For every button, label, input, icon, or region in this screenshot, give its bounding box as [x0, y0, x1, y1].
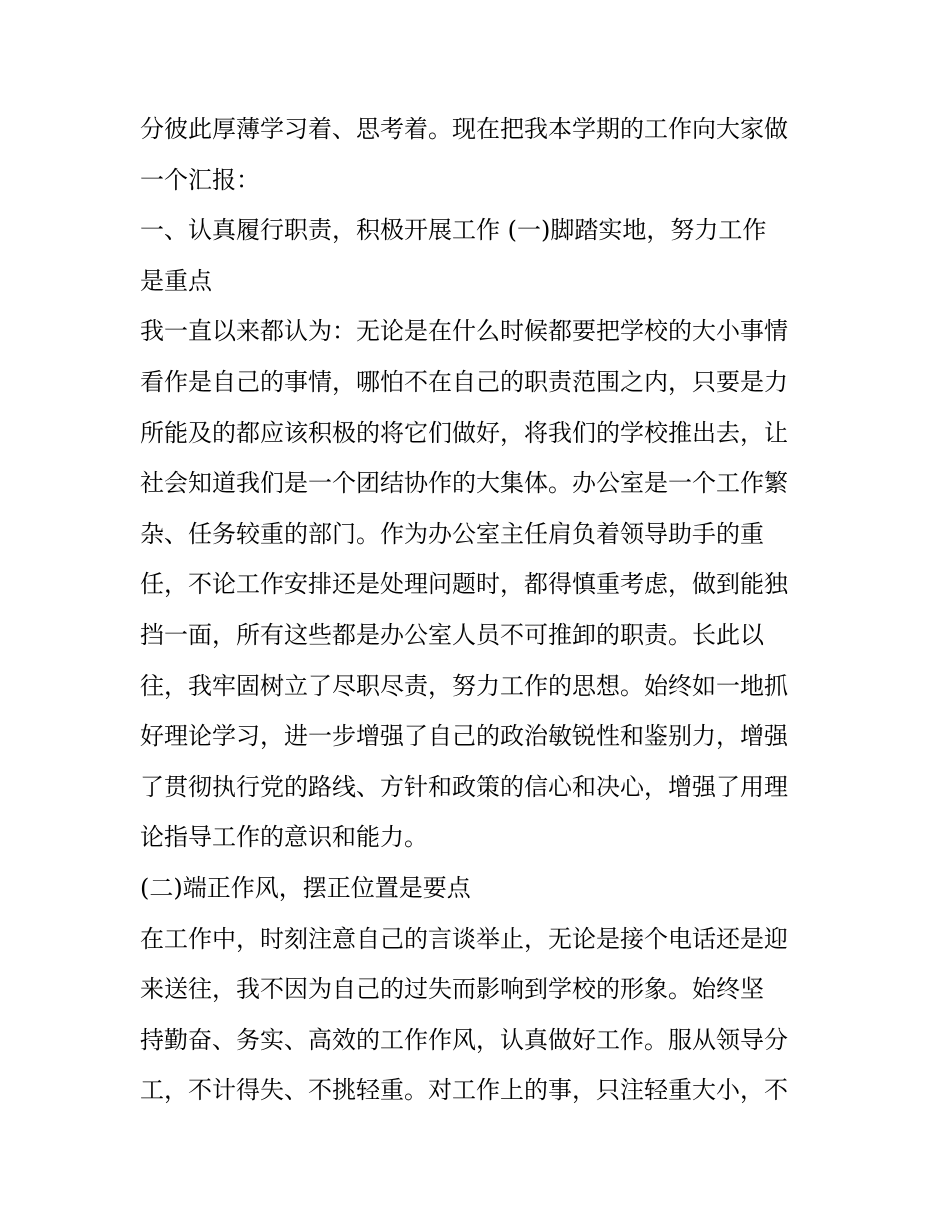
section-heading-1: 一、认真履行职责，积极开展工作 (一)脚踏实地，努力工作 — [140, 216, 767, 245]
text-line-10: 任，不论工作安排还是处理问题时，都得慎重考虑，做到能独 — [140, 570, 788, 599]
text-line-13: 好理论学习，进一步增强了自己的政治敏锐性和鉴别力，增强 — [140, 722, 788, 751]
text-line-14: 了贯彻执行党的路线、方针和政策的信心和决心，增强了用理 — [140, 772, 788, 801]
section-heading-1-cont: 是重点 — [140, 266, 212, 295]
text-line-6: 看作是自己的事情，哪怕不在自己的职责范围之内，只要是力 — [140, 367, 788, 396]
text-line-12: 往，我牢固树立了尽职尽责，努力工作的思想。始终如一地抓 — [140, 671, 788, 700]
text-line-2: 一个汇报： — [140, 165, 260, 194]
text-line-15: 论指导工作的意识和能力。 — [140, 823, 428, 852]
text-line-20: 工，不计得失、不挑轻重。对工作上的事，只注轻重大小，不 — [140, 1076, 788, 1105]
text-line-1: 分彼此厚薄学习着、思考着。现在把我本学期的工作向大家做 — [140, 115, 788, 143]
text-line-7: 所能及的都应该积极的将它们做好，将我们的学校推出去，让 — [140, 418, 788, 447]
text-line-17: 在工作中，时刻注意自己的言谈举止，无论是接个电话还是迎 — [140, 924, 788, 953]
document-body — [140, 104, 830, 1116]
section-heading-2: (二)端正作风，摆正位置是要点 — [140, 873, 471, 902]
text-line-9: 杂、任务较重的部门。作为办公室主任肩负着领导助手的重 — [140, 519, 764, 548]
text-line-5: 我一直以来都认为：无论是在什么时候都要把学校的大小事情 — [140, 317, 788, 346]
text-line-8: 社会知道我们是一个团结协作的大集体。办公室是一个工作繁 — [140, 469, 788, 498]
text-line-18: 来送往，我不因为自己的过失而影响到学校的形象。始终坚 — [140, 975, 764, 1004]
text-line-19: 持勤奋、务实、高效的工作作风，认真做好工作。服从领导分 — [140, 1025, 788, 1054]
text-line-11: 挡一面，所有这些都是办公室人员不可推卸的职责。长此以 — [140, 620, 764, 649]
